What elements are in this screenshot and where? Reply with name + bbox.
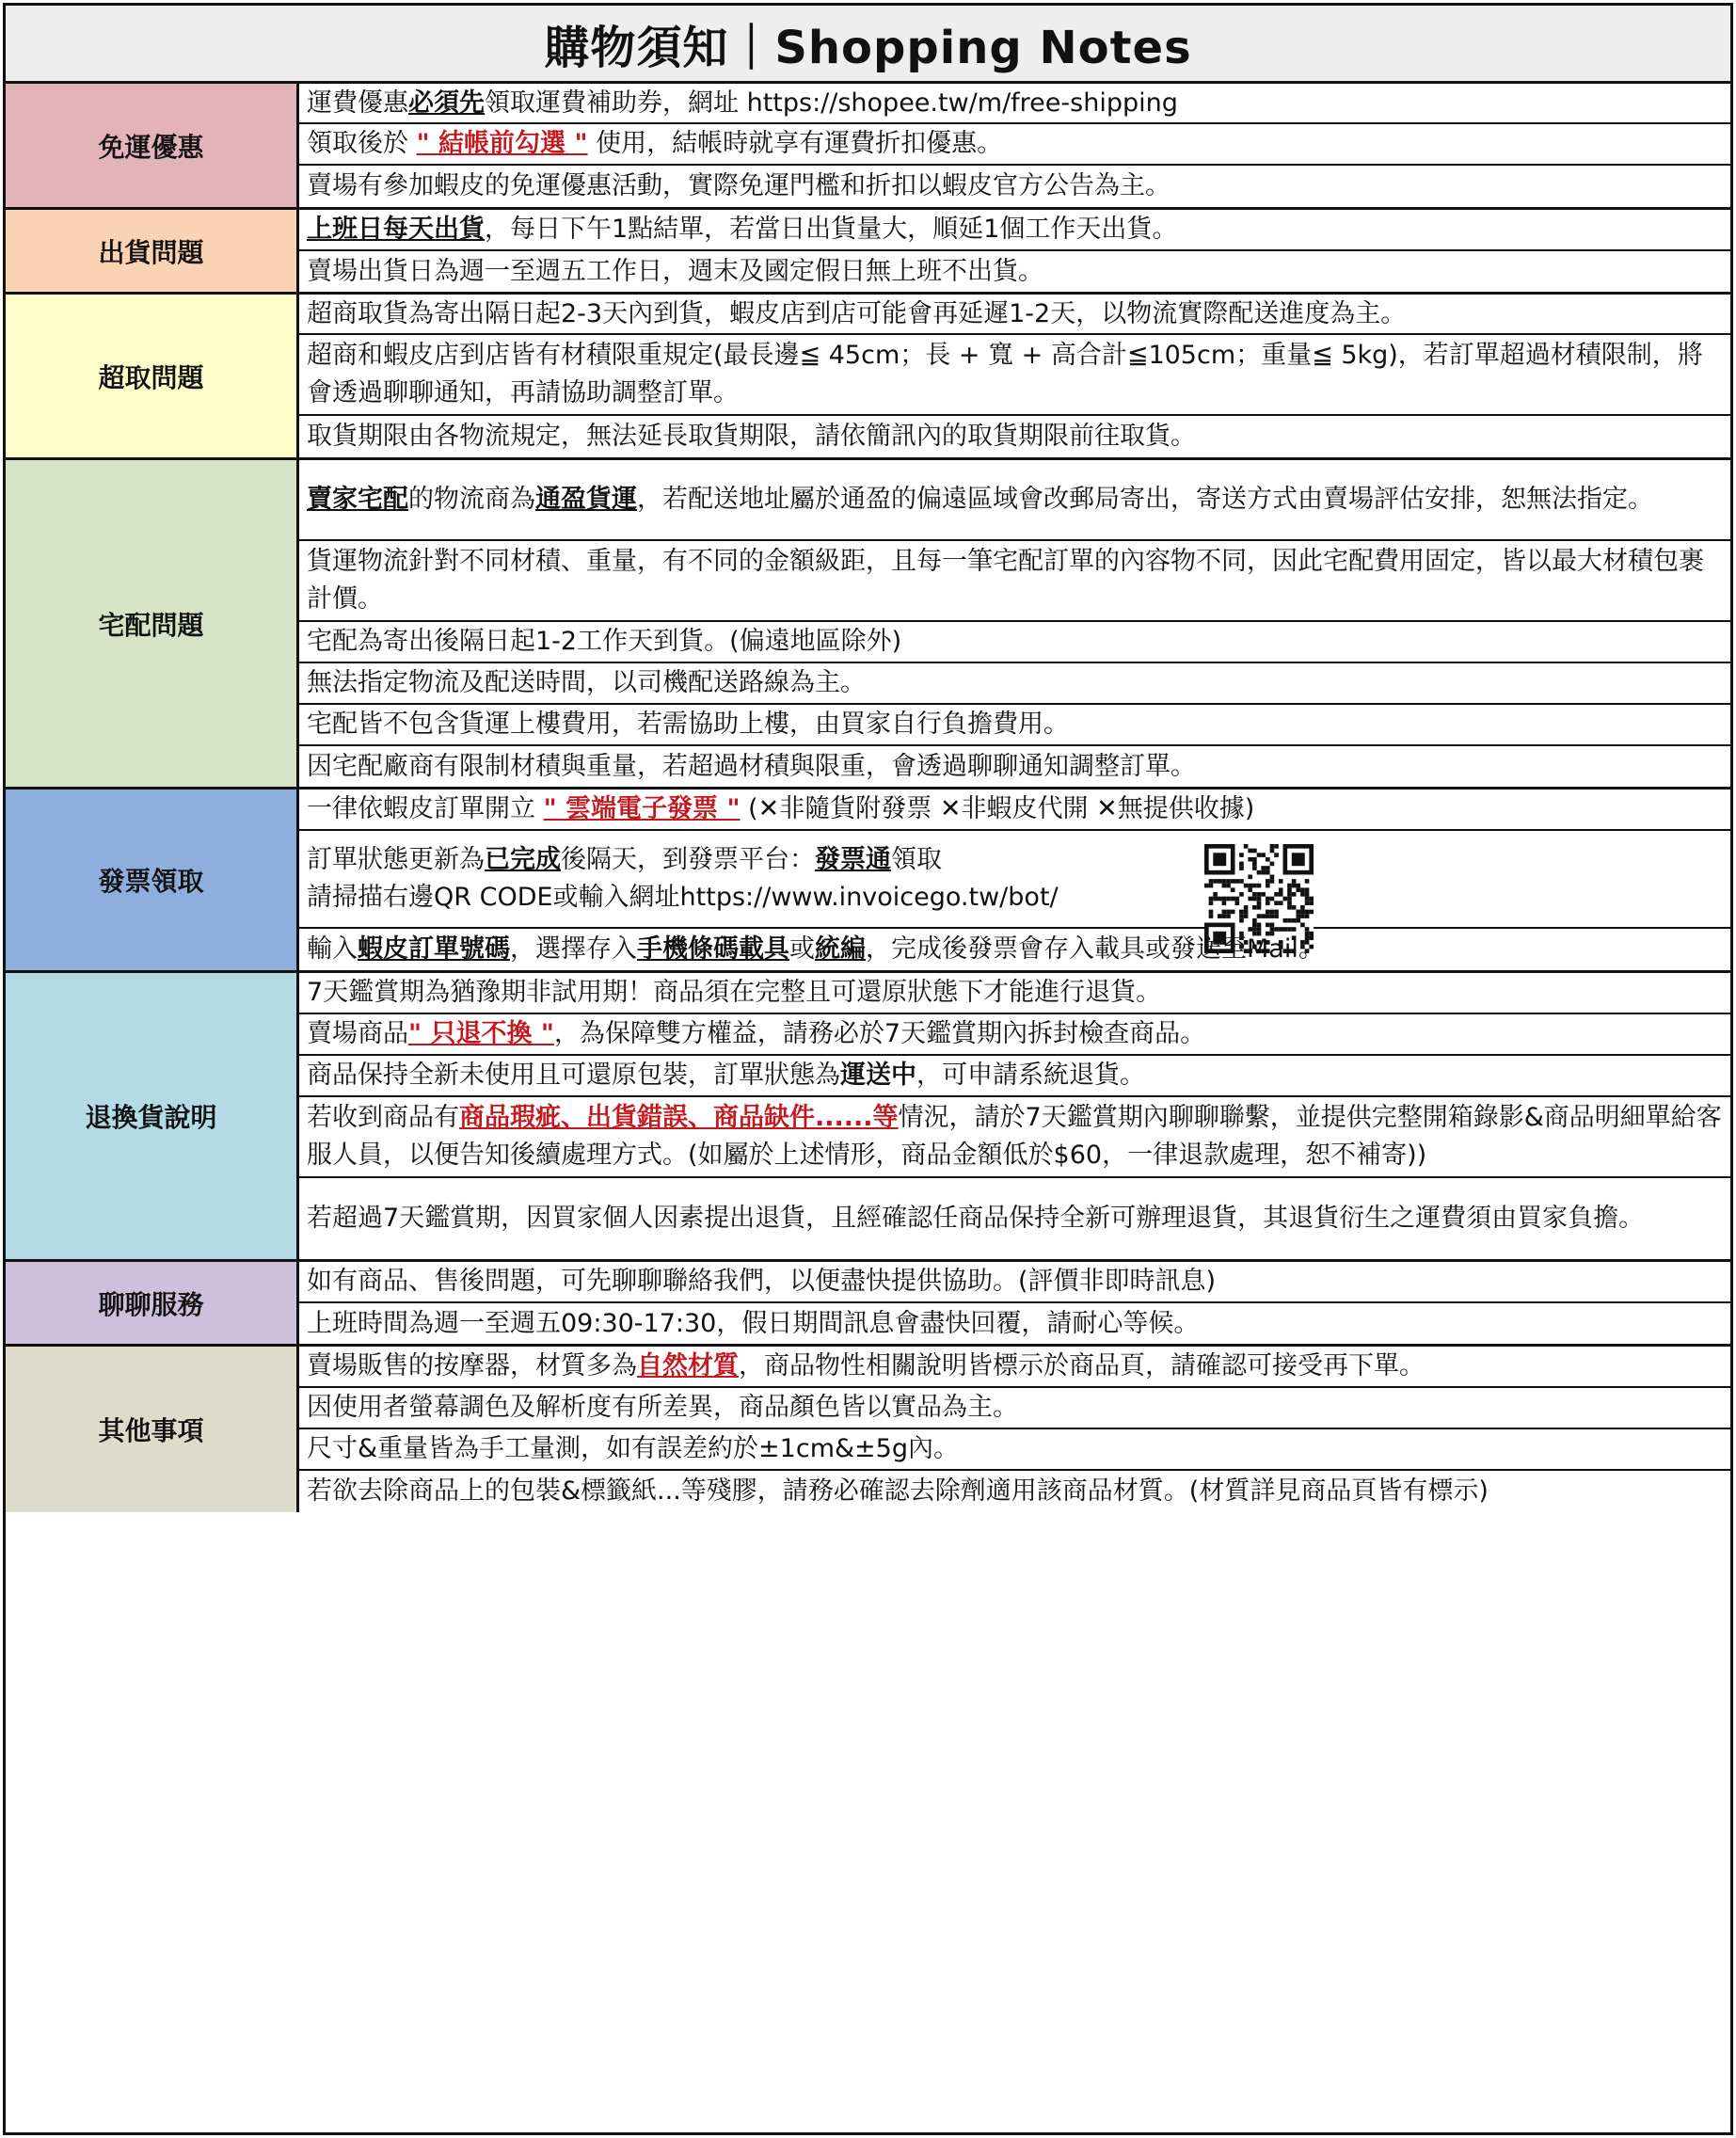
note-text (307, 85, 1178, 122)
note-fragment: 取貨期限由各物流規定，無法延長取貨期限，請依簡訊內的取貨期限前往取貨。 (307, 422, 1196, 451)
note-text (307, 253, 1043, 291)
note-text (307, 1099, 1723, 1174)
section-pickup (6, 295, 1730, 460)
note-fragment: 若收到商品有 (307, 1103, 459, 1132)
note-row (299, 1014, 1730, 1056)
note-row (299, 622, 1730, 663)
emphasis-text: 已完成 (485, 845, 561, 874)
note-fragment: 訂單狀態更新為 (307, 845, 485, 874)
note-row (299, 1262, 1730, 1303)
note-fragment: 運費優惠 (307, 88, 408, 118)
note-row (299, 166, 1730, 207)
section-returns (6, 973, 1730, 1262)
note-fragment: 賣場出貨日為週一至週五工作日，週末及國定假日無上班不出貨。 (307, 256, 1043, 286)
note-text (307, 790, 1254, 828)
note-row (299, 251, 1730, 292)
shopping-notes-sheet (3, 3, 1733, 2135)
note-row (299, 1056, 1730, 1097)
section-invoice (6, 790, 1730, 973)
emphasis-text: 自然材質 (637, 1351, 739, 1380)
emphasis-text: 蝦皮訂單號碼 (358, 934, 510, 964)
note-row (299, 1347, 1730, 1388)
note-fragment: 超商和蝦皮店到店皆有材積限重規定(最長邊≦ 45cm；長 + 寬 + 高合計≦105cm；重量≦ 5kg)，若訂單超過材積限制，將會透過聊聊通知，再請協助調整訂單。 (307, 341, 1703, 407)
note-text (307, 418, 1196, 455)
note-fragment: 無法指定物流及配送時間，以司機配送路線為主。 (307, 668, 866, 697)
note-row (299, 335, 1730, 416)
note-text (307, 1263, 1216, 1300)
note-text (307, 1473, 1489, 1510)
note-text (307, 337, 1723, 412)
category-label: 超取問題 (6, 295, 299, 457)
note-text (307, 1015, 1205, 1053)
note-fragment: 非蝦皮代開 (961, 794, 1097, 823)
note-row (299, 1097, 1730, 1178)
cross-icon: ✕ (939, 794, 962, 823)
note-fragment: ，可申請系統退貨。 (916, 1061, 1145, 1090)
section-rows (299, 84, 1730, 207)
section-shipping (6, 210, 1730, 295)
note-fragment: 商品保持全新未使用且可還原包裝，訂單狀態為 (307, 1061, 840, 1090)
note-fragment: 一律依蝦皮訂單開立 (307, 794, 544, 823)
note-fragment: 賣場販售的按摩器，材質多為 (307, 1351, 637, 1380)
section-chat-service (6, 1262, 1730, 1347)
note-text (307, 211, 1177, 248)
notes-table (6, 84, 1730, 1512)
note-fragment: 情況，請於7天鑑賞期內聊聊聯繫，並提供完整開箱錄影&商品明細單給客服人員，以便告知後續處理方式。(如屬於上述情形，商品金額低於$60，一律退款處理，恕不補寄)) (307, 1103, 1722, 1170)
section-rows (299, 1262, 1730, 1344)
note-row (299, 831, 1730, 929)
note-text (307, 481, 1653, 519)
note-fragment: ，若配送地址屬於通盈的偏遠區域會改郵局寄出，寄送方式由賣場評估安排，恕無法指定。 (637, 485, 1653, 514)
note-fragment: 無提供收據) (1117, 794, 1255, 823)
note-fragment: 如有商品、售後問題，可先聊聊聯絡我們，以便盡快提供協助。(評價非即時訊息) (307, 1267, 1217, 1296)
note-fragment: 宅配皆不包含貨運上樓費用，若需協助上樓，由買家自行負擔費用。 (307, 710, 1069, 739)
section-rows (299, 1347, 1730, 1512)
note-row (299, 210, 1730, 251)
cross-icon: ✕ (757, 794, 780, 823)
note-fragment: 賣場有參加蝦皮的免運優惠活動，實際免運門檻和折扣以蝦皮官方公告為主。 (307, 171, 1171, 200)
note-row (299, 790, 1730, 831)
category-label: 其他事項 (6, 1347, 299, 1512)
note-fragment: 7天鑑賞期為猶豫期非試用期！商品須在完整且可還原狀態下才能進行退貨。 (307, 978, 1162, 1007)
note-row (299, 416, 1730, 457)
category-label: 發票領取 (6, 790, 299, 970)
note-text (307, 295, 1406, 333)
note-text (307, 543, 1723, 618)
note-text (307, 1389, 1018, 1427)
category-label: 免運優惠 (6, 84, 299, 207)
note-row (299, 1388, 1730, 1429)
note-fragment: 若超過7天鑑賞期，因買家個人因素提出退貨，且經確認任商品保持全新可辦理退貨，其退貨衍生之運費須由買家負擔。 (307, 1204, 1645, 1233)
category-label: 退換貨說明 (6, 973, 299, 1259)
emphasis-text: 手機條碼載具 (637, 934, 789, 964)
note-text (307, 623, 901, 661)
note-fragment: 尺寸&重量皆為手工量測，如有誤差約於±1cm&±5g內。 (307, 1434, 959, 1463)
note-fragment: ，完成後發票會存入載具或發送至Mail。 (866, 934, 1324, 964)
emphasis-text: 發票通 (815, 845, 891, 874)
note-fragment: 若欲去除商品上的包裝&標籤紙...等殘膠，請務必確認去除劑適用該商品材質。(材質詳見商品頁皆有標示) (307, 1476, 1489, 1506)
note-fragment: 使用，結帳時就享有運費折扣優惠。 (587, 129, 1003, 158)
section-other-matters (6, 1347, 1730, 1512)
note-fragment: 上班時間為週一至週五09:30-17:30，假日期間訊息會盡快回覆，請耐心等候。 (307, 1308, 1200, 1338)
emphasis-text: 商品瑕疵、出貨錯誤、商品缺件......等 (459, 1103, 899, 1132)
section-rows (299, 210, 1730, 292)
note-text (307, 931, 1324, 968)
emphasis-text: " 雲端電子發票 " (543, 794, 741, 823)
emphasis-text: 必須先 (408, 88, 485, 118)
note-text (307, 1057, 1145, 1094)
emphasis-text: 統編 (815, 934, 866, 964)
note-text (307, 748, 1196, 786)
note-fragment: 的物流商為 (408, 485, 535, 514)
note-fragment: 領取 (891, 845, 942, 874)
note-fragment: ，為保障雙方權益，請務必於7天鑑賞期內拆封檢查商品。 (553, 1019, 1206, 1048)
note-fragment: 輸入 (307, 934, 358, 964)
note-fragment: 因宅配廠商有限制材積與重量，若超過材積與限重，會透過聊聊通知調整訂單。 (307, 751, 1196, 781)
note-row (299, 84, 1730, 124)
note-text (307, 1348, 1425, 1385)
note-row (299, 1303, 1730, 1344)
note-row (299, 1429, 1730, 1471)
note-text (307, 1430, 959, 1468)
note-text (307, 841, 1059, 917)
note-fragment: 請掃描右邊QR CODE或輸入網址https://www.invoicego.tw/bot/ (307, 883, 1059, 912)
note-text (307, 706, 1069, 743)
note-row (299, 541, 1730, 622)
note-fragment: 賣場商品 (307, 1019, 408, 1048)
note-fragment: 領取後於 (307, 129, 417, 158)
emphasis-text: " 結帳前勾選 " (416, 129, 588, 158)
note-row (299, 663, 1730, 705)
emphasis-text: " 只退不換 " (408, 1019, 554, 1048)
emphasis-text: 運送中 (840, 1061, 916, 1090)
category-label: 聊聊服務 (6, 1262, 299, 1344)
note-text (307, 974, 1161, 1012)
emphasis-text: 上班日每天出貨 (307, 215, 485, 244)
section-rows (299, 790, 1730, 970)
note-fragment: 貨運物流針對不同材積、重量，有不同的金額級距，且每一筆宅配訂單的內容物不同，因此宅配費用固定，皆以最大材積包裹計價。 (307, 547, 1704, 614)
note-fragment: 宅配為寄出後隔日起1-2工作天到貨。(偏遠地區除外) (307, 627, 902, 656)
note-text (307, 1305, 1199, 1343)
note-row (299, 746, 1730, 787)
note-text (307, 1200, 1644, 1237)
note-row (299, 705, 1730, 746)
note-row (299, 295, 1730, 335)
note-row (299, 1178, 1730, 1259)
section-home-delivery (6, 460, 1730, 790)
note-fragment: ( (740, 794, 758, 823)
section-rows (299, 460, 1730, 787)
cross-icon: ✕ (1096, 794, 1118, 823)
section-rows (299, 295, 1730, 457)
note-row (299, 973, 1730, 1014)
category-label: 宅配問題 (6, 460, 299, 787)
note-fragment: 或 (789, 934, 815, 964)
section-free-shipping (6, 84, 1730, 210)
note-fragment: 超商取貨為寄出隔日起2-3天內到貨，蝦皮店到店可能會再延遲1-2天，以物流實際配送進度為主。 (307, 298, 1407, 328)
note-fragment: 後隔天，到發票平台： (561, 845, 815, 874)
emphasis-text: 賣家宅配 (307, 485, 408, 514)
note-fragment: ，選擇存入 (510, 934, 637, 964)
category-label: 出貨問題 (6, 210, 299, 292)
note-row (299, 1471, 1730, 1512)
page-title: 購物須知｜Shopping Notes (6, 6, 1730, 84)
note-fragment: ，每日下午1點結單，若當日出貨量大，順延1個工作天出貨。 (485, 215, 1178, 244)
note-row (299, 929, 1730, 970)
note-row (299, 460, 1730, 541)
note-row (299, 124, 1730, 166)
section-rows (299, 973, 1730, 1259)
note-text (307, 168, 1171, 205)
note-text (307, 664, 866, 702)
note-fragment: 非隨貨附發票 (779, 794, 940, 823)
emphasis-text: 通盈貨運 (535, 485, 637, 514)
note-fragment: 領取運費補助券，網址 https://shopee.tw/m/free-shipping (485, 88, 1178, 118)
note-fragment: 因使用者螢幕調色及解析度有所差異，商品顏色皆以實品為主。 (307, 1393, 1018, 1422)
note-text (307, 125, 1002, 163)
note-fragment: ，商品物性相關說明皆標示於商品頁，請確認可接受再下單。 (739, 1351, 1425, 1380)
